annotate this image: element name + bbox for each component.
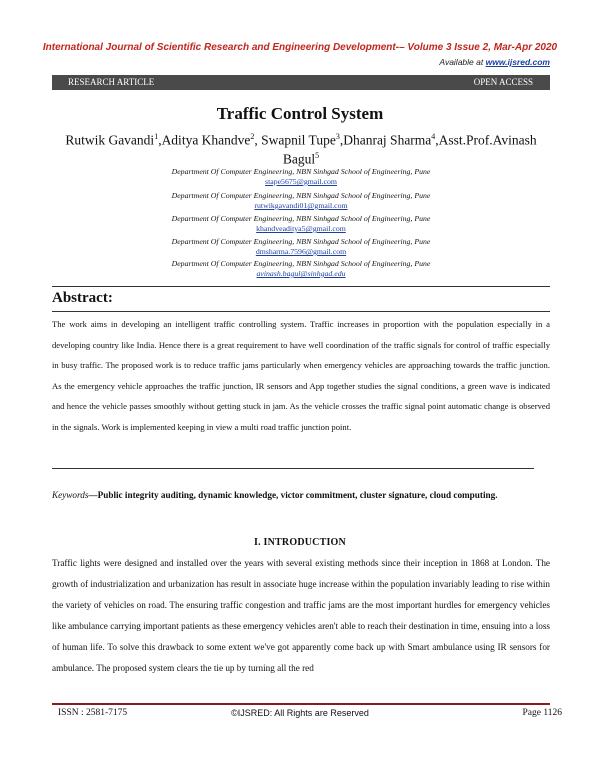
affiliation-dept: Department Of Computer Engineering, NBN Sinhgad School of Engineering, Pune	[171, 237, 431, 246]
author-index: 1	[154, 132, 159, 141]
affiliation-dept: Department Of Computer Engineering, NBN Sinhgad School of Engineering, Pune	[171, 214, 431, 223]
author-index: 4	[431, 132, 436, 141]
author-index: 3	[335, 132, 340, 141]
author-email-link[interactable]: stape5675@gmail.com	[265, 177, 337, 186]
author-email-link[interactable]: avinash.bagul@sinhgad.edu	[256, 269, 346, 278]
author-name: Rutwik Gavandi	[65, 132, 155, 148]
affiliation-dept: Department Of Computer Engineering, NBN Sinhgad School of Engineering, Pune	[171, 191, 431, 200]
affiliation-5	[52, 259, 550, 279]
author-name: , Swapnil Tupe	[254, 132, 336, 148]
author-email-link[interactable]: rutwikgavandi01@gmail.com	[254, 201, 348, 210]
footer-rule	[52, 703, 550, 705]
abstract-heading: Abstract:	[52, 290, 113, 306]
journal-header: International Journal of Scientific Research and Engineering Development-– Volume 3 Issue 2, Mar-Apr 2020	[42, 42, 558, 53]
abstract-text: The work aims in developing an intelligent traffic controlling system. Traffic increases in proportion with the population especially in a developing country like India. Hence there is a great requirement to have well coordination of the traffic signals for control of traffic especially in busy traffic. The proposed work is to reduce traffic jams particularly when emergency vehicles are approaching towards the traffic junction. As the emergency vehicle approaches the traffic junction, IR sensors and App together studies the signal conditions, a green wave is indicated and hence the vehicle passes smoothly without getting stuck in jam. As the vehicle crosses the traffic signal point automatic change is observed in the signals. Work is implemented keeping in view a multi road traffic junction point.	[52, 319, 550, 432]
affiliation-1	[52, 167, 550, 187]
open-access-label: OPEN ACCESS	[473, 77, 533, 87]
article-type-band	[52, 75, 550, 90]
research-article-label: RESEARCH ARTICLE	[68, 77, 155, 87]
author-email-link[interactable]: dmsharma.7596@gmail.com	[255, 247, 347, 256]
author-name: ,Dhanraj Sharma	[339, 132, 432, 148]
keywords	[52, 488, 550, 503]
author-name: ,Aditya Khandve	[158, 132, 251, 148]
abstract-bottom-rule	[52, 468, 534, 469]
introduction-text: Traffic lights were designed and installed over the years with several existing methods since their inception in 1868 at London. The growth of industrialization and urbanization has result in associate huge increase within the population invariably leading to rise within the variety of vehicles on road. The ensuring traffic congestion and traffic jams are the most important hurdles for emergency vehicles like ambulance carrying important patients as these emergency vehicles aren't able to reach their destination in time, ensuing into a loss of human life. To solve this drawback to some extent we've got apparently come back up with Smart ambulance using IR sensors for ambulance. The proposed system clears the tie up by turning all the red	[52, 558, 550, 673]
keywords-list: —Public integrity auditing, dynamic knowledge, victor commitment, cluster signature, cloud computing.	[88, 490, 498, 500]
author-index: 2	[250, 132, 255, 141]
available-prefix: Available at	[439, 57, 484, 67]
author-list	[52, 129, 550, 166]
abstract-heading-rule	[52, 311, 550, 312]
keywords-label: Keywords	[52, 490, 89, 500]
author-index: 5	[315, 150, 320, 160]
author-email-link[interactable]: khandveaditya5@gmail.com	[256, 224, 346, 233]
author-name: ,Asst.Prof.Avinash Bagul	[282, 132, 537, 166]
affiliation-dept: Department Of Computer Engineering, NBN Sinhgad School of Engineering, Pune	[171, 259, 431, 268]
journal-url-link[interactable]: www.ijsred.com	[485, 57, 550, 67]
affiliation-3	[52, 214, 550, 234]
affiliation-2	[52, 191, 550, 211]
footer-page-number: Page 1126	[522, 708, 562, 718]
abstract-top-rule	[52, 286, 550, 287]
affiliation-4	[52, 237, 550, 257]
paper-title: Traffic Control System	[216, 104, 384, 123]
section-heading-introduction: I. INTRODUCTION	[254, 537, 346, 548]
affiliation-dept: Department Of Computer Engineering, NBN Sinhgad School of Engineering, Pune	[171, 167, 431, 176]
footer-issn: ISSN : 2581-7175	[58, 708, 128, 718]
availability-line	[439, 57, 550, 67]
footer-rights: ©IJSRED: All Rights are Reserved	[231, 708, 369, 718]
